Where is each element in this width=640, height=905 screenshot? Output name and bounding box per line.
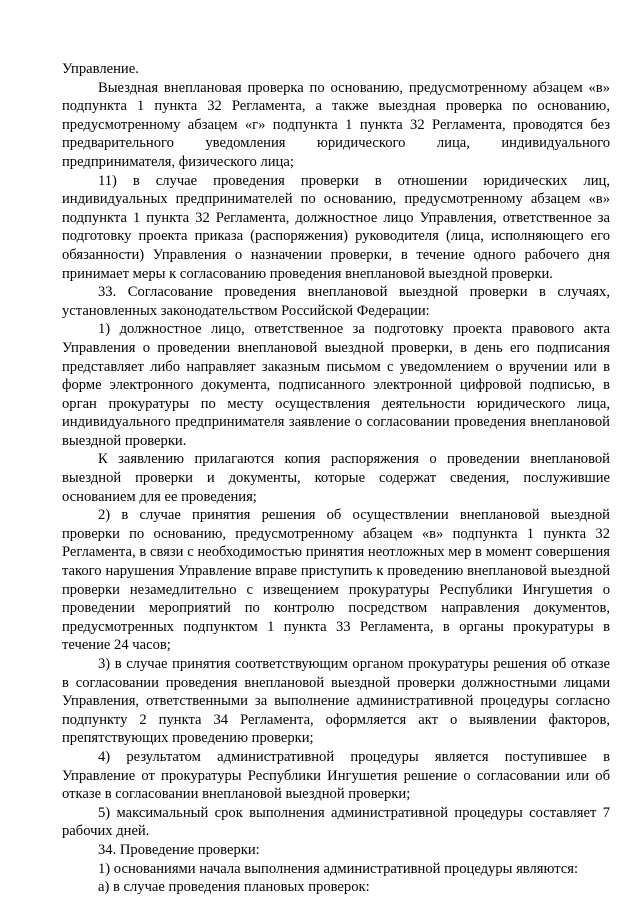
paragraph-section-33: 33. Согласование проведения внеплановой выездной проверки в случаях, установленных законодательством Российской Федерации: [62,284,610,319]
paragraph-item-11: 11) в случае проведения проверки в отношении юридических лиц, индивидуальных предпринимателей по основанию, предусмотренному абзацем «в» подпункта 1 пункта 32 Регламента, должностное лицо Управления, ответственное за подготовку проекта приказа (распоряжения) руководителя (лица, исполняющего его обязанности) Управления о назначении проверки, в течение одного рабочего дня принимает меры к согласованию проведения внеплановой выездной проверки. [62,172,610,282]
document-page [62,60,610,897]
paragraph-section-34: 34. Проведение проверки: [98,841,260,858]
paragraph-34-item-1: 1) основаниями начала выполнения административной процедуры являются: [98,860,578,877]
paragraph-33-item-1: 1) должностное лицо, ответственное за подготовку проекта правового акта Управления о проведении внеплановой выездной проверки, в день его подписания представляет либо направляет заказным письмом с уведомлением о вручении или в форме электронного документа, подписанного электронной цифровой подписью, в орган прокуратуры по месту осуществления деятельности юридического лица, индивидуального предпринимателя заявление о согласовании проведения внеплановой выездной проверки. [62,321,610,449]
paragraph-33-item-5: 5) максимальный срок выполнения административной процедуры составляет 7 рабочих дней. [62,804,610,840]
paragraph-continuation: Управление. [62,61,139,77]
paragraph-attachments: К заявлению прилагаются копия распоряжения о проведении внеплановой выездной проверки и документы, которые содержат сведения, послужившие основанием для ее проведения; [62,451,610,505]
paragraph-unannounced-inspection: Выездная внеплановая проверка по основанию, предусмотренному абзацем «в» подпункта 1 пункта 32 Регламента, а также выездная проверка по основанию, предусмотренному абзацем «г» подпункта 1 пункта 32 Регламента, проводятся без предварительного уведомления юридического лица, индивидуального предпринимателя, физического лица; [62,79,610,170]
paragraph-33-item-2: 2) в случае принятия решения об осуществлении внеплановой выездной проверки по основанию, предусмотренному абзацем «в» подпункта 1 пункта 32 Регламента, в связи с необходимостью принятия неотложных мер в момент совершения такого нарушения Управление вправе приступить к проведению внеплановой выездной проверки незамедлительно с извещением прокуратуры Республики Ингушетия о проведении мероприятий по контролю посредством направления документов, предусмотренных подпунктом 1 пункта 33 Регламента, в органы прокуратуры в течение 24 часов; [62,507,610,654]
paragraph-34-item-a: а) в случае проведения плановых проверок: [98,879,370,896]
paragraph-33-item-4: 4) результатом административной процедуры является поступившее в Управление от прокуратуры Республики Ингушетия решение о согласовании или об отказе в согласовании внеплановой выездной проверки; [62,748,610,803]
paragraph-33-item-3: 3) в случае принятия соответствующим органом прокуратуры решения об отказе в согласовании проведения внеплановой выездной проверки должностными лицами Управления, ответственными за выполнение административной процедуры согласно подпункту 2 пункта 34 Регламента, оформляется акт о выявлении факторов, препятствующих проведению проверки; [62,656,610,747]
